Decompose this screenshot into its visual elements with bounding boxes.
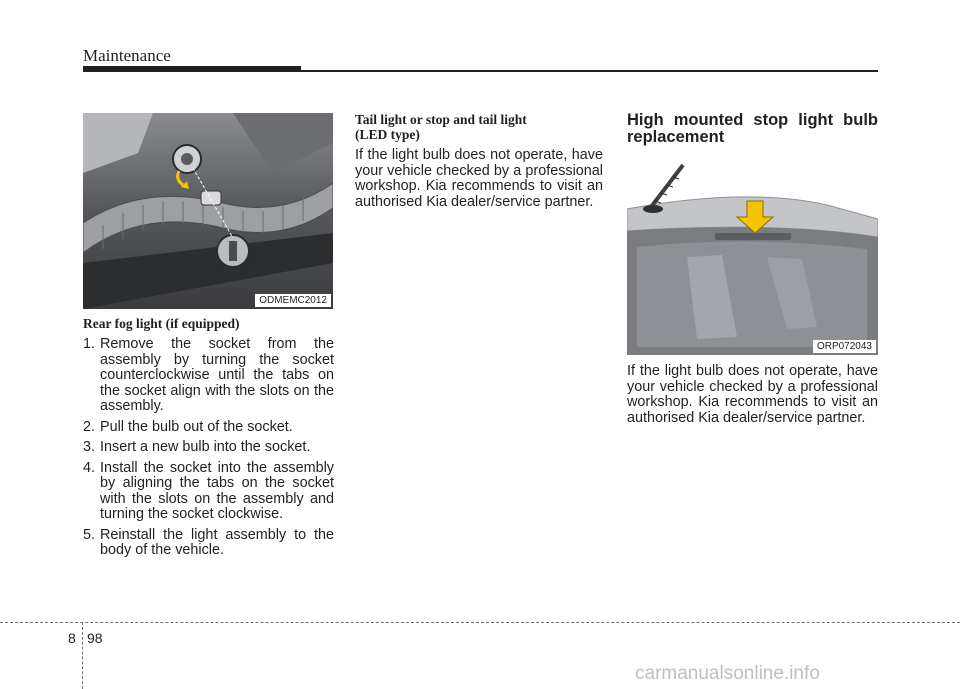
step-number: 2.: [83, 418, 96, 435]
step-text: Pull the bulb out of the socket.: [100, 418, 293, 435]
rear-fog-light-heading: Rear fog light (if equipped): [83, 316, 240, 331]
figure-code: ORP072043: [813, 340, 876, 353]
list-item: [83, 461, 334, 523]
rear-fog-light-illustration: [83, 113, 333, 309]
step-text: Reinstall the light assembly to the body of the vehicle.: [100, 526, 334, 558]
step-number: 3.: [83, 439, 96, 455]
step-text: Install the socket into the assembly by aligning the tabs on the socket with the slots on the assembly and turning the socket clockwise.: [100, 459, 334, 522]
step-number: 4.: [83, 459, 96, 476]
header-rule-accent: [83, 66, 301, 72]
step-number: 1.: [83, 336, 96, 352]
tail-light-heading: [355, 112, 603, 142]
right-column-body: [627, 364, 878, 432]
tail-light-heading-line2: (LED type): [355, 127, 420, 142]
high-mounted-stop-light-illustration: [627, 157, 878, 355]
list-item: [83, 420, 334, 436]
page-number: 98: [87, 630, 103, 646]
high-mounted-stop-light-heading: High mounted stop light bulb replacement: [627, 111, 878, 146]
step-number: 5.: [83, 526, 96, 543]
list-item: [83, 440, 334, 456]
steps-list: [83, 337, 334, 559]
watermark: carmanualsonline.info: [635, 663, 820, 684]
figure-rear-fog-light: [83, 113, 333, 309]
list-item: [83, 337, 334, 415]
step-text: Remove the socket from the assembly by turning the socket counterclockwise until the tabs on the socket align with the slots on the assembly.: [100, 336, 334, 414]
tail-light-heading-line1: Tail light or stop and tail light: [355, 112, 527, 127]
section-title: Maintenance: [83, 46, 171, 65]
left-column: [83, 316, 334, 564]
list-item: [83, 528, 334, 559]
chapter-number: 8: [68, 630, 76, 646]
figure-code: ODMEMC2012: [255, 294, 331, 307]
figure-high-mounted-stop-light: [627, 157, 878, 355]
footer-divider: [82, 622, 83, 689]
right-column-heading: [627, 112, 878, 154]
tail-light-paragraph: If the light bulb does not operate, have your vehicle checked by a professional workshop. Kia recommends to visit an authorised Kia dealer/service partner.: [355, 147, 603, 210]
footer-rule: [0, 622, 960, 623]
middle-column: [355, 112, 603, 216]
step-text: Insert a new bulb into the socket.: [100, 439, 311, 455]
high-mounted-stop-light-paragraph: If the light bulb does not operate, have your vehicle checked by a professional workshop. Kia recommends to visit an authorised Kia dealer/service partner.: [627, 363, 878, 426]
